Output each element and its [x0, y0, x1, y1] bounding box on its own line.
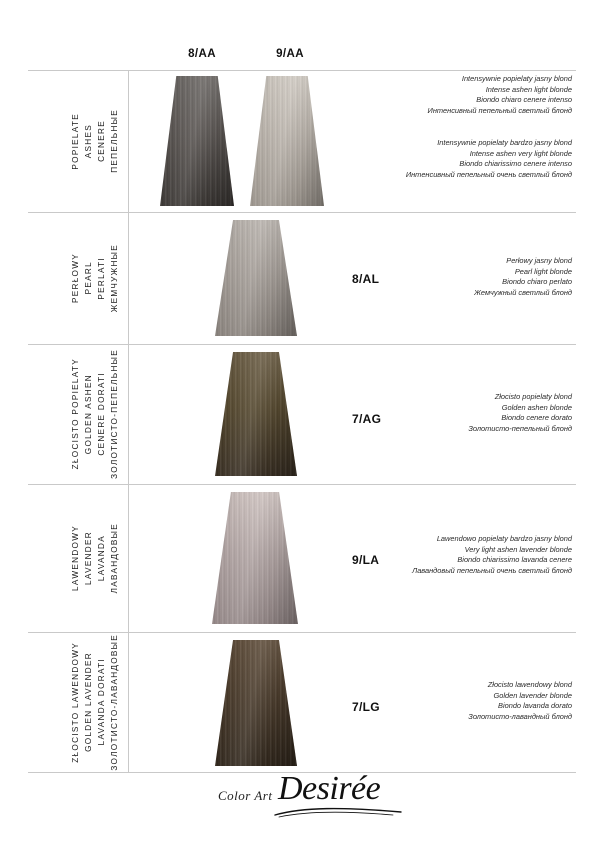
row-label-it-golden-ashen: CENERE DORATI — [97, 372, 106, 456]
code-label-8AL: 8/AL — [352, 272, 380, 286]
swatch-8AA — [160, 76, 234, 206]
brand-logo — [218, 766, 418, 826]
description-7AG-en: Golden ashen blonde — [501, 402, 572, 412]
code-label-7AG: 7/AG — [352, 412, 382, 426]
description-8AL-it: Biondo chiaro perlato — [502, 277, 572, 287]
description-9AA — [332, 138, 572, 180]
description-9AA-ru: Интенсивный пепельный очень светлый блонд — [405, 169, 572, 179]
description-7LG-pl: Złocisto lawendowy blond — [487, 680, 572, 689]
code-label-9LA: 9/LA — [352, 553, 380, 567]
footer — [0, 766, 600, 826]
description-8AL-pl: Perłowy jasny blond — [506, 256, 572, 265]
swatch-9LA-shading — [212, 492, 298, 624]
description-9AA-it: Biondo chiarissimo cenere intenso — [459, 159, 572, 169]
row-labels-ashes — [0, 70, 120, 212]
row-label-it-ashes: CENERE — [97, 120, 106, 162]
row-labels-lavender — [0, 484, 120, 632]
description-7AG-ru: Золотисто-пепельный блонд — [468, 423, 572, 433]
description-7LG-it: Biondo lavanda dorato — [498, 701, 572, 711]
description-9LA-pl: Lawendowo popielaty bardzo jasny blond — [436, 534, 572, 543]
description-8AL-en: Pearl light blonde — [514, 266, 572, 276]
description-9LA-ru: Лавандовый пепельный очень светлый блонд — [412, 565, 572, 575]
row-labels-pearl — [0, 212, 120, 344]
swatch-8AL-shading — [215, 220, 297, 336]
row-label-ru-lavender: ЛАВАНДОВЫЕ — [110, 522, 119, 594]
description-9AA-en: Intense ashen very light blonde — [469, 148, 572, 158]
column-header-8aa: 8/AA — [188, 48, 216, 60]
description-7AG-pl: Złocisto popielaty blond — [494, 392, 572, 401]
description-8AA-ru: Интенсивный пепельный светлый блонд — [427, 105, 572, 115]
row-label-ru-pearl: ЖЕМЧУЖНЫЕ — [110, 243, 119, 313]
column-headers — [130, 48, 470, 68]
description-8AL — [342, 256, 572, 298]
row-label-en-ashes: ASHES — [84, 123, 93, 159]
row-label-pl-golden-lavender: ZŁOCISTO LAWENDOWY — [71, 641, 80, 763]
row-label-ru-golden-ashen: ЗОЛОТИСТО-ПЕПЕЛЬНЫЕ — [110, 349, 119, 479]
swatch-8AA-shading — [160, 76, 234, 206]
row-label-ru-golden-lavender: ЗОЛОТИСТО-ЛАВАНДОВЫЕ — [110, 633, 119, 771]
row-label-ru-ashes: ПЕПЕЛЬНЫЕ — [110, 109, 119, 173]
swatch-7AG — [215, 352, 297, 476]
row-divider-golden-ashen — [128, 344, 129, 484]
swatch-8AL — [215, 220, 297, 336]
brand-underline-icon — [273, 806, 403, 818]
description-7AG-it: Biondo cenere dorato — [501, 413, 572, 423]
swatch-9LA — [212, 492, 298, 624]
row-label-it-lavender: LAVANDA — [97, 534, 106, 582]
description-8AA-en: Intense ashen light blonde — [485, 84, 572, 94]
column-header-9aa: 9/AA — [276, 48, 304, 60]
row-divider-golden-lavender — [128, 632, 129, 772]
swatch-7AG-shading — [215, 352, 297, 476]
row-labels-golden-ashen — [0, 344, 120, 484]
row-label-it-pearl: PERLATI — [97, 256, 106, 300]
description-8AL-ru: Жемчужный светлый блонд — [474, 287, 572, 297]
row-label-en-pearl: PEARL — [84, 261, 93, 295]
row-label-en-lavender: LAVENDER — [84, 531, 93, 585]
description-8AA-it: Biondo chiaro cenere intenso — [476, 95, 572, 105]
description-7LG-en: Golden lavender blonde — [493, 690, 572, 700]
swatch-9AA-shading — [250, 76, 324, 206]
row-label-pl-pearl: PERŁOWY — [71, 252, 80, 304]
description-9LA-en: Very light ashen lavender blonde — [464, 544, 572, 554]
description-7AG — [342, 392, 572, 434]
row-label-pl-ashes: POPIELATE — [71, 112, 80, 170]
row-divider-ashes — [128, 70, 129, 212]
description-7LG-ru: Золотисто-лавандный блонд — [468, 711, 572, 721]
description-8AA — [342, 74, 572, 116]
row-label-en-golden-ashen: GOLDEN ASHEN — [84, 373, 93, 455]
row-label-pl-golden-ashen: ZŁOCISTO POPIELATY — [71, 358, 80, 470]
row-divider-lavender — [128, 484, 129, 632]
row-labels-golden-lavender — [0, 632, 120, 772]
row-label-en-golden-lavender: GOLDEN LAVENDER — [84, 652, 93, 752]
code-label-7LG: 7/LG — [352, 700, 380, 714]
description-9LA-it: Biondo chiarissimo lavanda cenere — [457, 555, 572, 565]
row-label-it-golden-lavender: LAVANDA DORATI — [97, 658, 106, 746]
swatch-7LG — [215, 640, 297, 766]
row-divider-pearl — [128, 212, 129, 344]
swatch-7LG-shading — [215, 640, 297, 766]
description-8AA-pl: Intensywnie popielaty jasny blond — [461, 74, 572, 83]
brand-name: Desirée — [278, 770, 381, 807]
description-7LG — [342, 680, 572, 722]
row-label-pl-lavender: LAWENDOWY — [71, 525, 80, 591]
brand-prefix: Color Art — [218, 788, 273, 803]
description-9LA — [332, 534, 572, 576]
swatch-9AA — [250, 76, 324, 206]
description-9AA-pl: Intensywnie popielaty bardzo jasny blond — [437, 138, 572, 147]
